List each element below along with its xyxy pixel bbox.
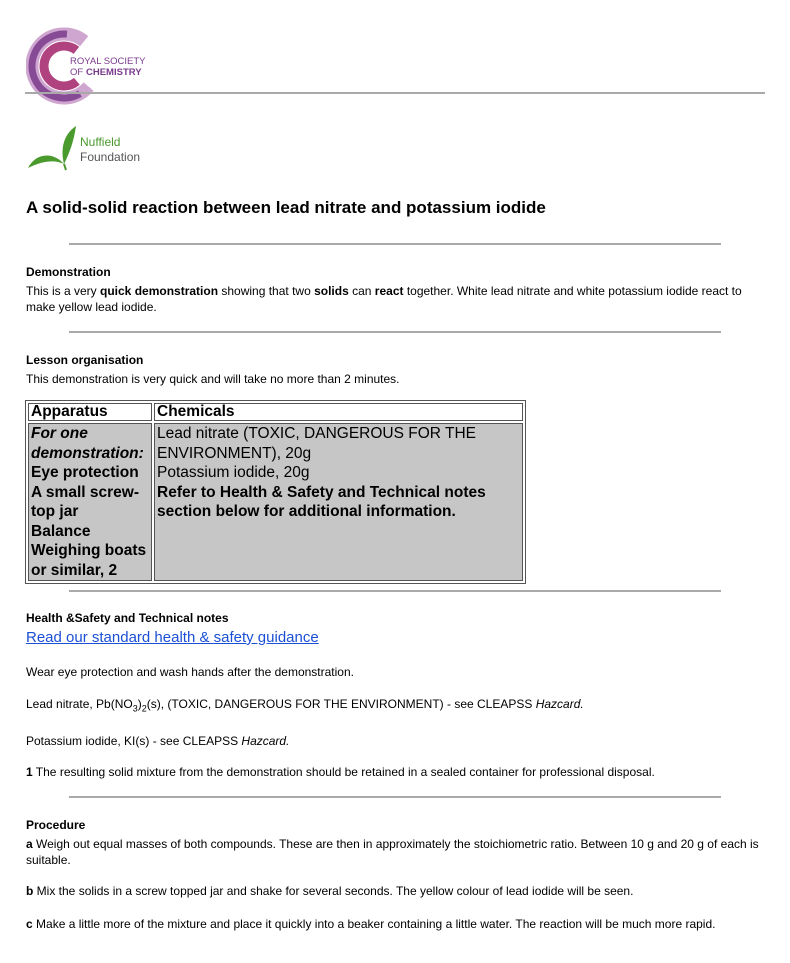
health-potassium-iodide: Potassium iodide, KI(s) - see CLEAPSS Hazcard. — [26, 734, 290, 748]
page-title: A solid-solid reaction between lead nitrate and potassium iodide — [26, 198, 546, 217]
procedure-heading: Procedure — [26, 818, 86, 832]
chemicals-cell — [154, 423, 523, 581]
apparatus-item: A small screw-top jar — [31, 483, 139, 520]
health-note1: 1 The resulting solid mixture from the demonstration should be retained in a sealed container for professional disposal. — [26, 765, 655, 779]
procedure-step-c: c Make a little more of the mixture and place it quickly into a beaker containing a little water. The reaction will be much more rapid. — [26, 917, 716, 931]
chemical-item: Lead nitrate (TOXIC, DANGEROUS FOR THE ENVIRONMENT), 20g — [157, 425, 476, 462]
lesson-text: This demonstration is very quick and will take no more than 2 minutes. — [26, 372, 400, 386]
chemicals-header: Chemicals — [154, 403, 523, 421]
rsc-logo — [26, 26, 176, 106]
divider — [69, 590, 721, 592]
procedure-step-b: b Mix the solids in a screw topped jar and shake for several seconds. The yellow colour of lead iodide will be seen. — [26, 884, 634, 898]
divider — [69, 796, 721, 798]
apparatus-item: Weighing boats or similar, 2 — [31, 542, 147, 579]
top-rule — [25, 92, 765, 94]
divider — [69, 243, 721, 245]
divider — [69, 331, 721, 333]
chemicals-note: Refer to Health & Safety and Technical notes section below for additional information. — [157, 483, 486, 520]
apparatus-header: Apparatus — [28, 403, 152, 421]
safety-guidance-link[interactable]: Read our standard health & safety guidance — [26, 629, 319, 646]
rsc-line1: ROYAL SOCIETY — [70, 56, 146, 67]
health-lead-nitrate: Lead nitrate, $Pb(NO_3)_2(s)$, (TOXIC, DANGEROUS FOR THE ENVIRONMENT) - see CLEAPSS Hazcard. — [26, 697, 584, 714]
apparatus-intro: For one demonstration: — [31, 425, 144, 462]
nuffield-line2: Foundation — [80, 150, 141, 164]
apparatus-item: Balance — [31, 522, 91, 540]
apparatus-cell — [28, 423, 152, 581]
lesson-heading: Lesson organisation — [26, 353, 144, 367]
nuffield-logo — [26, 124, 166, 174]
nuffield-line1: Nuffield — [80, 135, 121, 149]
rsc-line3: CHEMISTRY — [86, 67, 142, 78]
procedure-step-a: a Weigh out equal masses of both compounds. These are then in approximately the stoichiometric ratio. Between 10 g and 20 g of each is suitable. — [26, 837, 759, 867]
rsc-line2: OF — [70, 67, 84, 78]
demonstration-heading: Demonstration — [26, 265, 111, 279]
seedling-icon — [28, 126, 76, 170]
apparatus-chemicals-table — [25, 400, 526, 584]
health-line1: Wear eye protection and wash hands after the demonstration. — [26, 665, 354, 679]
health-heading: Health &Safety and Technical notes — [26, 611, 229, 625]
chemical-item: Potassium iodide, 20g — [157, 464, 310, 481]
demonstration-text: This is a very quick demonstration showing that two solids can react together. White lead nitrate and white potassium iodide react to make yellow lead iodide. — [26, 284, 742, 314]
apparatus-item: Eye protection — [31, 464, 139, 481]
